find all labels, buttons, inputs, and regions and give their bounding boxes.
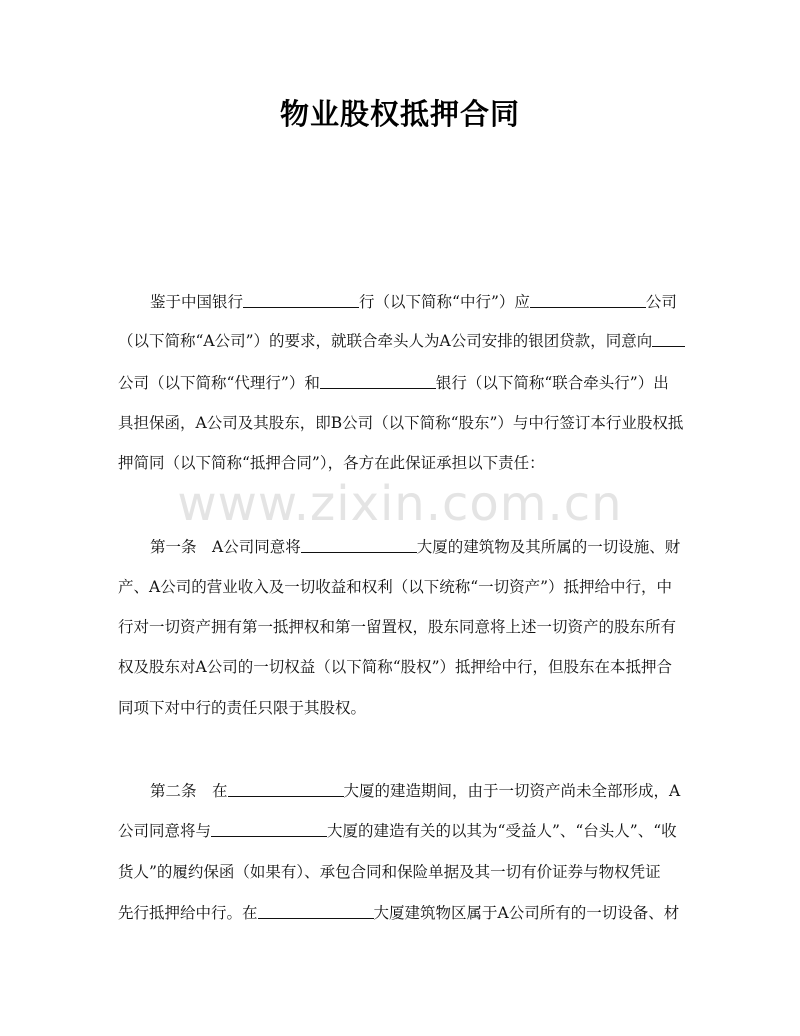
- text-segment: 鉴于中国银行: [150, 293, 244, 311]
- text-segment: 大厦的建造有关的以其为“受益人”、“台头人”、“收: [327, 822, 677, 840]
- article2-line-3: 货人”的履约保函（如果有）、承包合同和保险单据及其一切有价证券与物权凭证: [118, 863, 661, 881]
- article1-line-4: 权及股东对A公司的一切权益（以下简称“股权”）抵押给中行，但股东在本抵押合: [118, 658, 673, 676]
- article1-line-5: 同项下对中行的责任只限于其股权。: [118, 699, 367, 717]
- document-title: 物业股权抵押合同: [279, 97, 520, 131]
- text-segment: （以下简称“A公司”）的要求，就联合牵头人为A公司安排的银团贷款，同意向: [118, 332, 653, 350]
- article2-line-2: [118, 821, 688, 841]
- preamble-line-4: 具担保函，A公司及其股东，即B公司（以下简称“股东”）与中行签订本行业股权抵: [118, 414, 684, 432]
- text-segment: 大厦建筑物区属于A公司所有的一切设备、材: [373, 904, 680, 922]
- text-segment: 行（以下简称“中行”）应: [359, 293, 530, 311]
- preamble-line-1: [150, 292, 688, 312]
- preamble-line-5: 押简同（以下简称“抵押合同”），各方在此保证承担以下责任：: [118, 454, 545, 472]
- text-segment: 大厦的建筑物及其所属的一切设施、财: [416, 538, 681, 556]
- fill-in-blank: [243, 292, 359, 308]
- text-segment: 第一条 A公司同意将: [150, 538, 301, 556]
- article2-line-1: [150, 781, 688, 801]
- text-segment: 银行（以下简称“联合牵头行”）出: [435, 374, 669, 392]
- text-segment: 大厦的建造期间，由于一切资产尚未全部形成，A: [343, 782, 681, 800]
- fill-in-blank: [652, 331, 685, 347]
- text-segment: 公司同意将与: [118, 822, 212, 840]
- fill-in-blank: [301, 537, 417, 553]
- fill-in-blank: [320, 373, 436, 389]
- fill-in-blank: [228, 781, 344, 797]
- preamble-line-2: [118, 331, 688, 351]
- watermark: www.zixin.com.cn: [177, 476, 623, 532]
- text-segment: 先行抵押给中行。在: [118, 904, 258, 922]
- fill-in-blank: [530, 292, 646, 308]
- fill-in-blank: [211, 821, 327, 837]
- preamble-line-3: [118, 373, 688, 393]
- article2-line-4: [118, 903, 688, 923]
- fill-in-blank: [258, 903, 374, 919]
- text-segment: 公司: [645, 293, 677, 311]
- text-segment: 第二条 在: [150, 782, 228, 800]
- article1-line-1: [150, 537, 688, 557]
- text-segment: 公司（以下简称“代理行”）和: [118, 374, 320, 392]
- article1-line-2: 产、A公司的营业收入及一切收益和权利（以下统称“一切资产”）抵押给中行，中: [118, 578, 673, 596]
- article1-line-3: 行对一切资产拥有第一抵押权和第一留置权，股东同意将上述一切资产的股东所有: [118, 618, 677, 636]
